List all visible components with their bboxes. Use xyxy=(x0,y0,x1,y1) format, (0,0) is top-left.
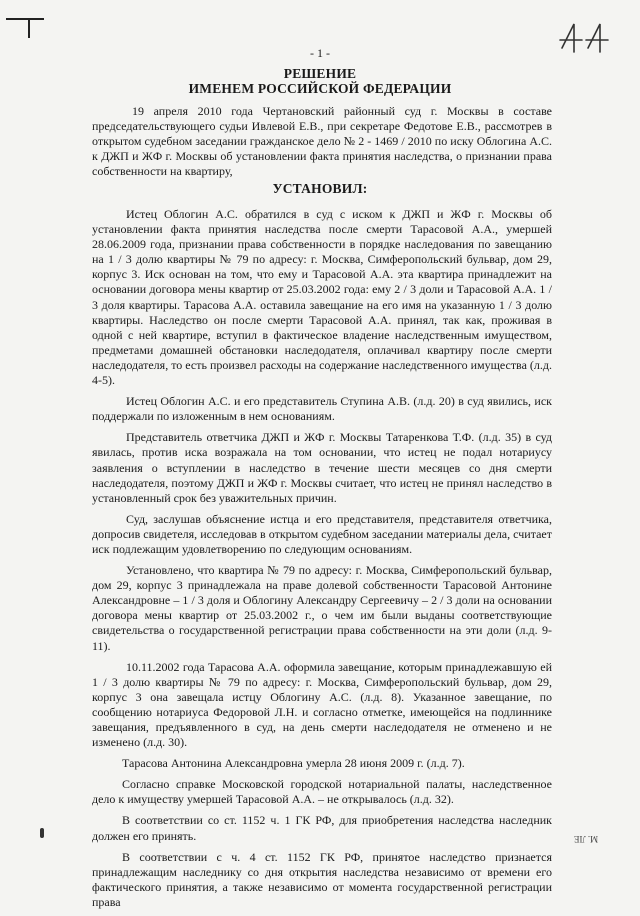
document-subtitle: ИМЕНЕМ РОССИЙСКОЙ ФЕДЕРАЦИИ xyxy=(188,81,452,96)
paragraph-claim: Истец Облогин А.С. обратился в суд с иском к ДЖП и ЖФ г. Москвы об установлении факта принятия наследства после смерти Тарасовой А.А., умершей 28.06.2009 года, признании права собственности в порядке наследования по завещанию на 1 / 3 долю квартиры № 79 по адресу: г. Москва, Симферопольский бульвар, дом 29, корпус 3. Иск основан на том, что ему и Тарасовой А.А. эта квартира принадлежит на основании договора мены квартир от 25.03.2002 года: ему 2 / 3 доли и Тарасовой А.А. 1 / 3 доля квартиры. Тарасова А.А. оставила завещание на его имя на указанную 1 / 3 долю квартиры. Наследство он после смерти Тарасовой А.А. принял, так как, проживая в одной с ней квартире, вступил в фактическое владение наследственным имуществом, предметами домашней обстановки наследодателя, оплачивал квартиру после смерти наследодателя, то есть произвел расходы на содержание наследственного имущества (л.д. 4-5). xyxy=(92,207,552,388)
document-body xyxy=(92,207,552,916)
margin-mark xyxy=(40,828,44,838)
paragraph-plaintiff: Истец Облогин А.С. и его представитель Ступина А.В. (л.д. 20) в суд явились, иск поддержали по изложенным в нем основаниям. xyxy=(92,394,552,424)
corner-mark xyxy=(6,14,46,38)
footer-stamp: M. ЛЕ xyxy=(574,834,599,844)
document-title: РЕШЕНИЕ xyxy=(283,66,357,81)
paragraph-death: Тарасова Антонина Александровна умерла 28 июня 2009 г. (л.д. 7). xyxy=(122,756,465,771)
paragraph-notary: Согласно справке Московской городской нотариальной палаты, наследственное дело к имуществу умершей Тарасовой А.А. – не открывалось (л.д. 32). xyxy=(92,777,552,807)
paragraph-article-1152-4: В соответствии с ч. 4 ст. 1152 ГК РФ, принятое наследство признается принадлежащим наследнику со дня открытия наследства независимо от времени его фактического принятия, а также независимо от момента государственной регистрации права xyxy=(92,849,552,909)
paragraph-court: Суд, заслушав объяснение истца и его представителя, представителя ответчика, допросив свидетеля, исследовав в открытом судебном заседании материалы дела, считает иск подлежащим удовлетворению по следующим основаниям. xyxy=(92,511,552,556)
intro-text: 19 апреля 2010 года Чертановский районный суд г. Москвы в составе председательствующего судьи Ивлевой Е.В., при секретаре Федотове Е.В., рассмотрев в открытом судебном заседании гражданское дело № 2 - 1469 / 2010 по иску Облогина А.С. к ДЖП и ЖФ г. Москвы об установлении факта принятия наследства, о признании права собственности на квартиру, xyxy=(92,104,552,179)
intro-paragraph xyxy=(92,104,552,179)
paragraph-will: 10.11.2002 года Тарасова А.А. оформила завещание, которым принадлежавшую ей 1 / 3 долю квартиры № 79 по адресу: г. Москва, Симферопольский бульвар, дом 29, корпус 3 она завещала истцу Облогину А.С. (л.д. 8). Указанное завещание, по сообщению нотариуса Федоровой Л.Н. и согласно отметке, имеющейся на подлиннике завещания, предъявленного в суд, на день смерти наследодателя не отменено и не изменено (л.д. 30). xyxy=(92,659,552,750)
section-heading: УСТАНОВИЛ: xyxy=(272,181,368,196)
paragraph-established: Установлено, что квартира № 79 по адресу: г. Москва, Симферопольский бульвар, дом 29, корпус 3 принадлежала на праве долевой собственности Тарасовой Антонине Александровне – 1 / 3 доля и Облогину Александру Сергеевичу – 2 / 3 доли на основании договора мены квартир от 25.03.2002 г., о чем им были выданы соответствующие свидетельства о государственной регистрации права собственности на эти доли (л.д. 9-11). xyxy=(92,563,552,653)
page-number: - 1 - xyxy=(310,46,330,60)
paragraph-article-1152-1: В соответствии со ст. 1152 ч. 1 ГК РФ, для приобретения наследства наследник должен его принять. xyxy=(92,813,552,843)
paragraph-defendant: Представитель ответчика ДЖП и ЖФ г. Москвы Татаренкова Т.Ф. (л.д. 35) в суд явилась, против иска возражала на том основании, что истец не подал нотариусу заявления о вступлении в наследство в течение шести месяцев со дня смерти наследодателя, поэтому ДЖП и ЖФ г. Москвы считает, что истец не принял наследство в установленный срок без уважительных причин. xyxy=(92,430,552,505)
